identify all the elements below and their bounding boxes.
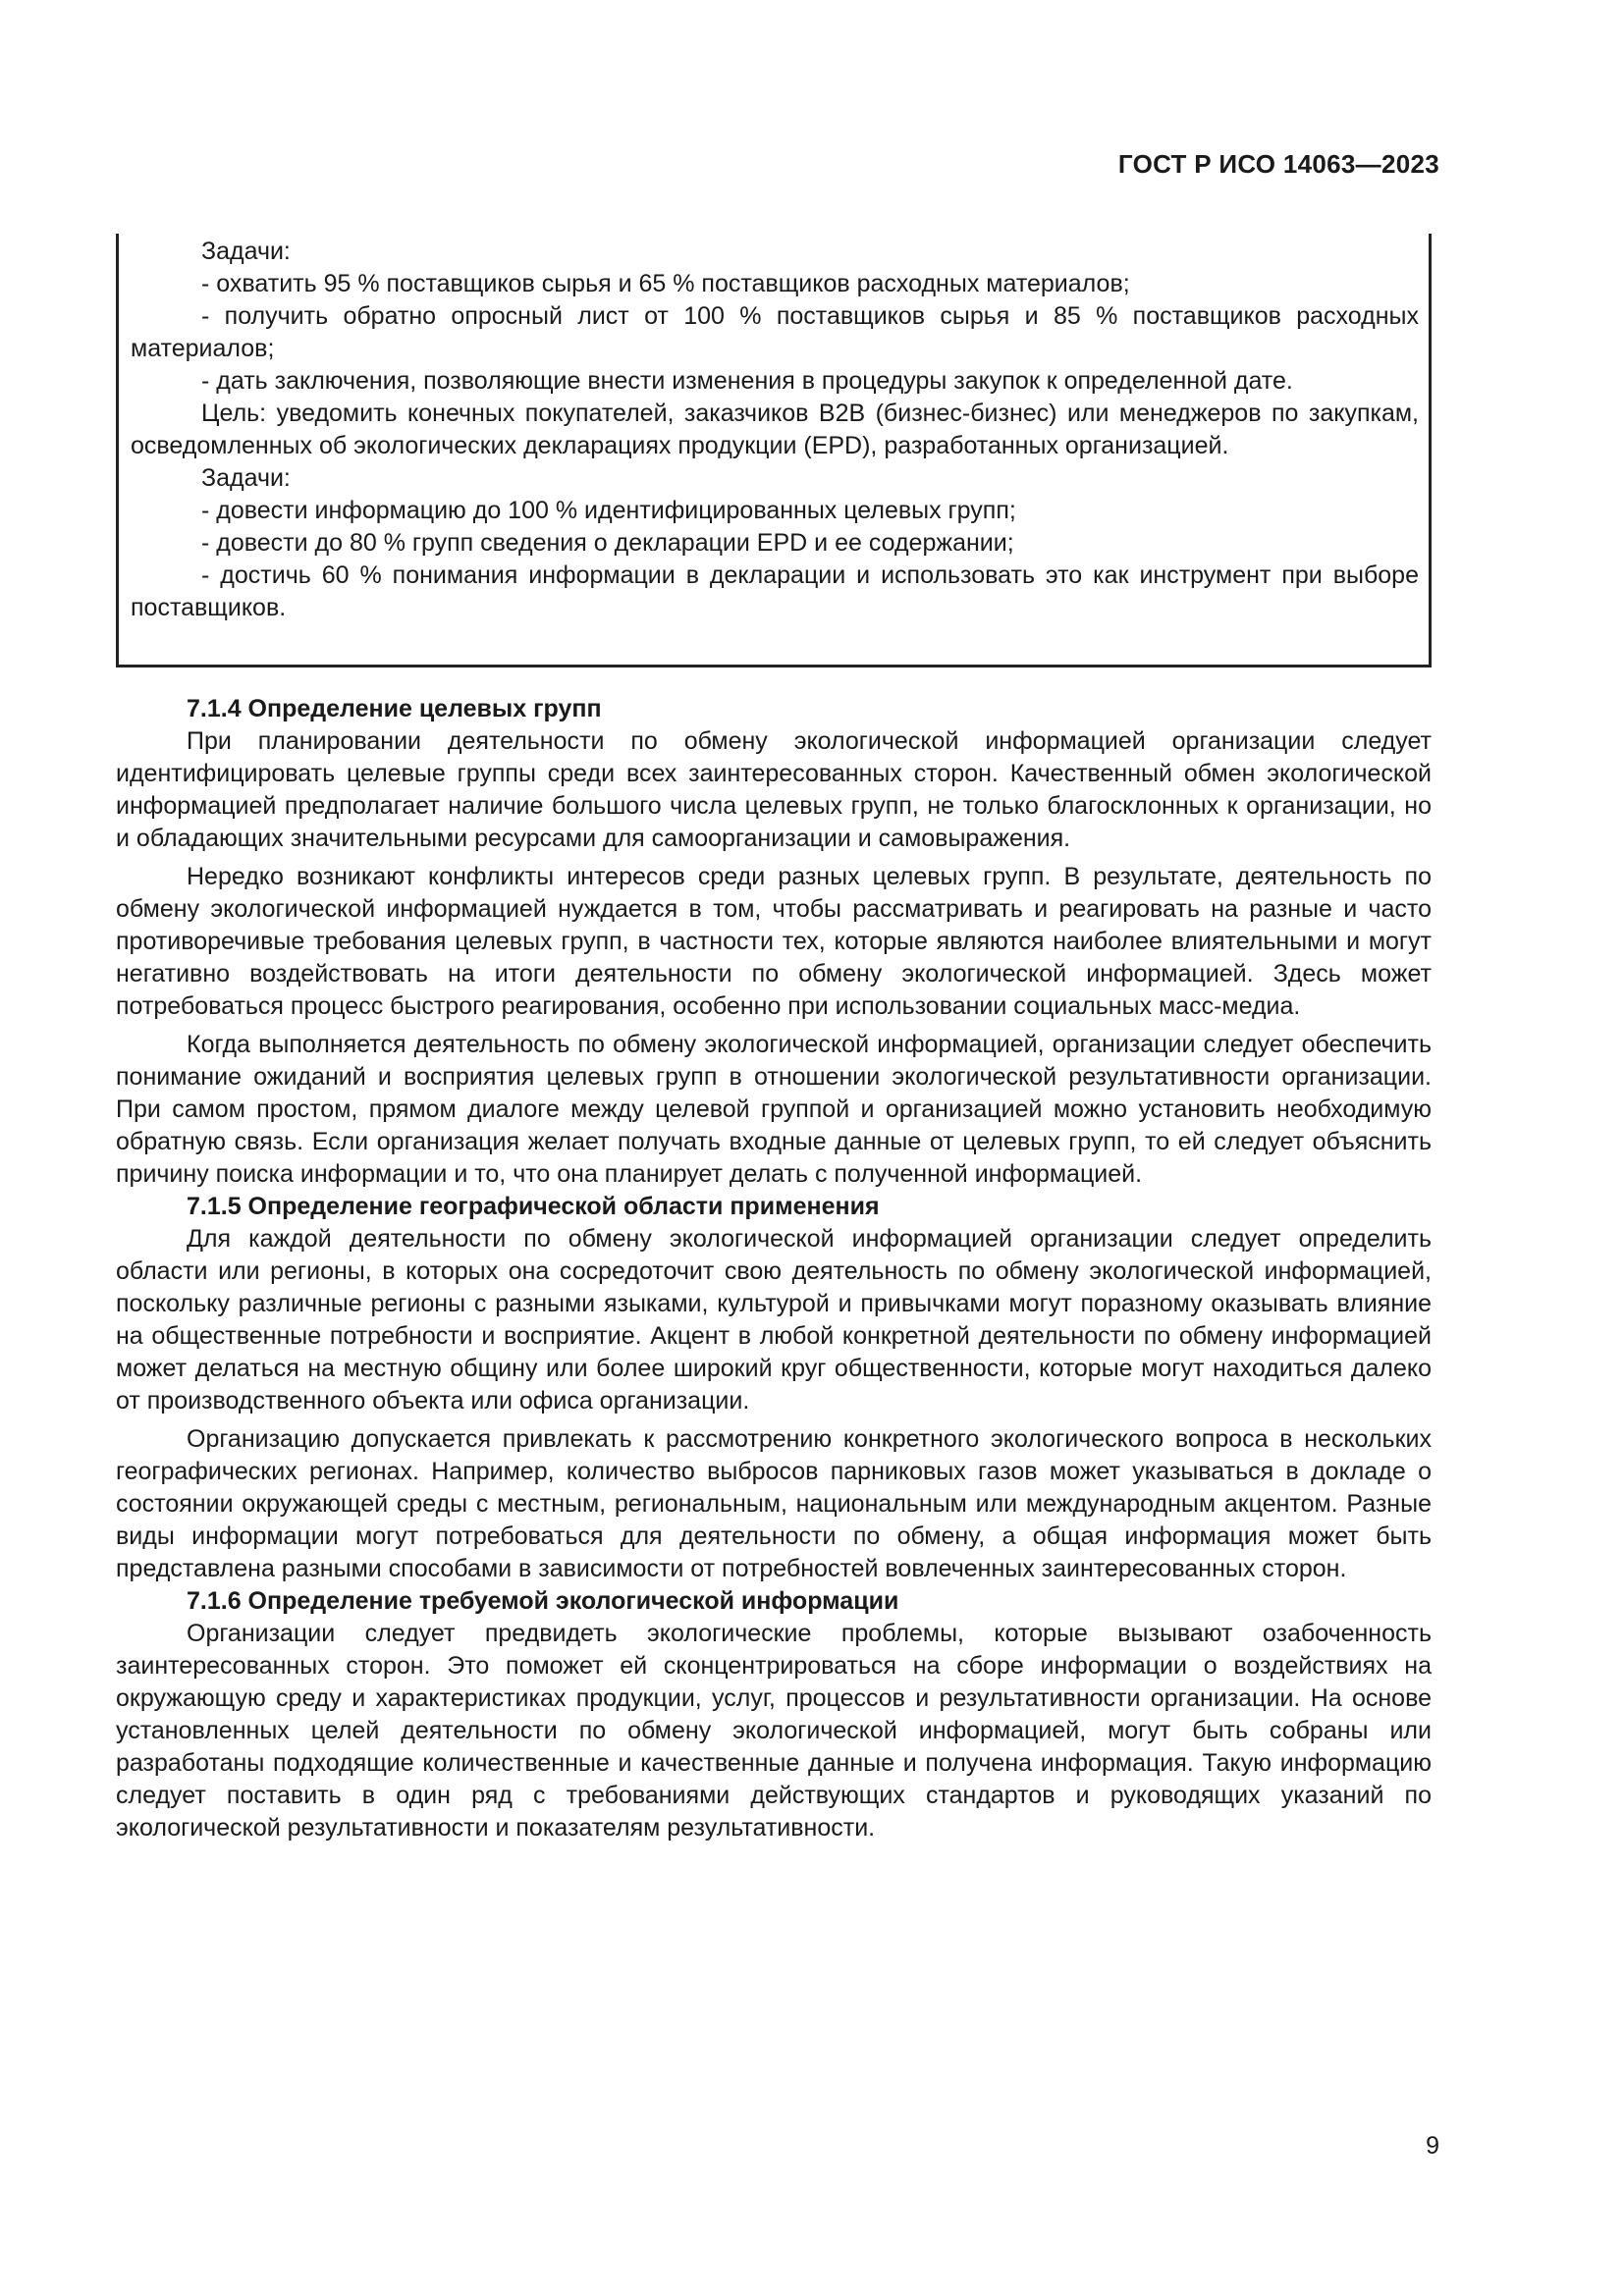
page-number: 9	[1426, 2132, 1439, 2160]
paragraph: Организацию допускается привлекать к рассмотрению конкретного экологического вопроса в нескольких географических регионах. Например, количество выбросов парниковых газов может указываться в докладе о состоянии окружающей среды с местным, региональным, национальным или международным акцентом. Разные виды информации могут потребоваться для деятельности по обмену, а общая информация может быть представлена разными способами в зависимости от потребностей вовлеченных заинтересованных сторон.	[116, 1425, 1432, 1582]
paragraph: Когда выполняется деятельность по обмену экологической информацией, организации следует обеспечить понимание ожиданий и восприятия целевых групп в отношении экологической результативности организации. При самом простом, прямом диалоге между целевой группой и организацией можно установить необходимую обратную связь. Если организация желает получать входные данные от целевых групп, то ей следует объяснить причину поиска информации и то, что она планирует делать с полученной информацией.	[116, 1031, 1432, 1188]
section-heading: 7.1.6 Определение требуемой экологической информации	[187, 1587, 899, 1615]
document-body	[116, 693, 1432, 1844]
box-line: Задачи:	[201, 238, 291, 265]
paragraph: Нередко возникают конфликты интересов среди разных целевых групп. В результате, деятельность по обмену экологической информацией нуждается в том, чтобы рассматривать и реагировать на разные и часто противоречивые требования целевых групп, в частности тех, которые являются наиболее влиятельными и могут негативно воздействовать на итоги деятельности по обмену экологической информацией. Здесь может потребоваться процесс быстрого реагирования, особенно при использовании социальных масс-медиа.	[116, 863, 1432, 1020]
paragraph: При планировании деятельности по обмену экологической информацией организации следует идентифицировать целевые группы среди всех заинтересованных сторон. Качественный обмен экологической информацией предполагает наличие большого числа целевых групп, не только благосклонных к организации, но и обладающих значительными ресурсами для самоорганизации и самовыражения.	[116, 727, 1432, 852]
section-7-1-5	[116, 1191, 1432, 1585]
section-heading: 7.1.4 Определение целевых групп	[187, 695, 602, 722]
box-line: - довести до 80 % групп сведения о декларации EPD и ее содержании;	[201, 529, 1014, 557]
box-line: - дать заключения, позволяющие внести изменения в процедуры закупок к определенной дате.	[201, 367, 1293, 395]
box-line: Цель: уведомить конечных покупателей, заказчиков B2B (бизнес-бизнес) или менеджеров по закупкам, осведомленных об экологических декларациях продукции (EPD), разработанных организацией.	[131, 400, 1419, 459]
section-7-1-6	[116, 1585, 1432, 1844]
objectives-box	[116, 234, 1432, 667]
box-line: - достичь 60 % понимания информации в декларации и использовать это как инструмент при выборе поставщиков.	[131, 561, 1419, 621]
box-line: - получить обратно опросный лист от 100 % поставщиков сырья и 85 % поставщиков расходных материалов;	[131, 302, 1419, 362]
section-heading: 7.1.5 Определение географической области применения	[187, 1193, 880, 1220]
box-line: Задачи:	[201, 464, 291, 492]
paragraph: Для каждой деятельности по обмену экологической информацией организации следует определить области или регионы, в которых она сосредоточит свою деятельность по обмену экологической информацией, поскольку различные регионы с разными языками, культурой и привычками могут поразному оказывать влияние на общественные потребности и восприятие. Акцент в любой конкретной деятельности по обмену информацией может делаться на местную общину или более широкий круг общественности, которые могут находиться далеко от производственного объекта или офиса организации.	[116, 1225, 1432, 1415]
paragraph: Организации следует предвидеть экологические проблемы, которые вызывают озабоченность заинтересованных сторон. Это поможет ей сконцентрироваться на сборе информации о воздействиях на окружающую среду и характеристиках продукции, услуг, процессов и результативности организации. На основе установленных целей деятельности по обмену экологической информацией, могут быть собраны или разработаны подходящие количественные и качественные данные и получена информация. Такую информацию следует поставить в один ряд с требованиями действующих стандартов и руководящих указаний по экологической результативности и показателям результативности.	[116, 1620, 1432, 1842]
box-line: - довести информацию до 100 % идентифицированных целевых групп;	[201, 497, 1016, 524]
section-7-1-4	[116, 693, 1432, 1191]
box-line: - охватить 95 % поставщиков сырья и 65 % поставщиков расходных материалов;	[201, 270, 1130, 297]
document-standard-header: ГОСТ Р ИСО 14063—2023	[1117, 149, 1439, 179]
